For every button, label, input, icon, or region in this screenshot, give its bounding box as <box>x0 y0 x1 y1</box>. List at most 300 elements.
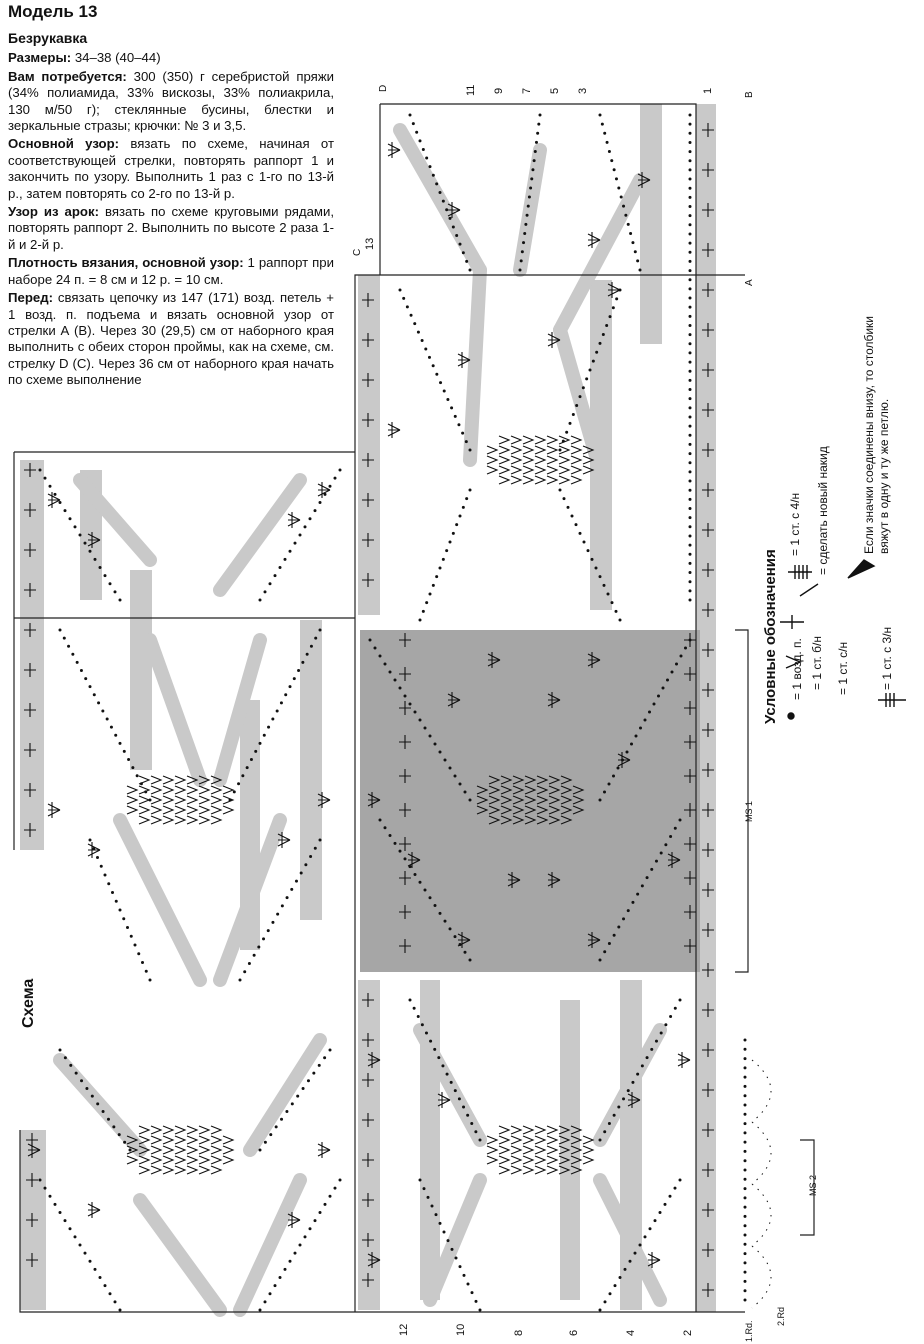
row-number-top-3: 3 <box>577 87 589 94</box>
single-crochet-stitch <box>175 1146 185 1154</box>
single-crochet-stitch <box>151 1146 161 1154</box>
chain-stitch <box>689 342 692 345</box>
single-crochet-stitch <box>547 446 557 454</box>
single-crochet-stitch <box>175 806 185 814</box>
chain-stitch <box>409 114 412 117</box>
chain-stitch <box>84 1252 87 1255</box>
chain-stitch <box>413 322 416 325</box>
chain-stitch <box>97 701 100 704</box>
chain-stitch <box>591 558 594 561</box>
chain-stitch <box>563 497 566 500</box>
single-crochet-stitch <box>535 1136 545 1144</box>
shell-stitch <box>388 142 400 158</box>
single-crochet-stitch <box>151 816 161 824</box>
single-crochet-stitch <box>499 1166 509 1174</box>
chain-stitch <box>613 934 616 937</box>
chain-stitch <box>75 1072 78 1075</box>
chain-stitch <box>689 498 692 501</box>
chain-stitch <box>579 532 582 535</box>
chain-stitch <box>429 165 432 168</box>
single-crochet-stitch <box>163 776 173 784</box>
chain-stitch <box>419 881 422 884</box>
chain-stitch <box>239 979 242 982</box>
chain-stitch <box>435 1213 438 1216</box>
single-crochet-stitch <box>175 1166 185 1174</box>
chain-stitch <box>603 950 606 953</box>
chain-stitch <box>602 333 605 336</box>
chain-stitch <box>389 671 392 674</box>
chain-stitch <box>310 645 313 648</box>
single-crochet-stitch <box>151 786 161 794</box>
description-paragraph: Основной узор: вязать по схеме, начиная от соответствующей стрелки, повторять раппорт 1 и закончить по узору. Выполнить 1 раз с 1-го по 13-й р., затем повторять со 2-го по 13-й р. <box>8 136 334 201</box>
single-crochet-stitch <box>487 446 497 454</box>
chain-stitch <box>449 767 452 770</box>
chain-stitch <box>650 1048 653 1051</box>
chain-stitch <box>323 1056 326 1059</box>
chain-stitch <box>59 1049 62 1052</box>
single-crochet-stitch <box>139 1126 149 1134</box>
single-crochet-stitch <box>175 816 185 824</box>
chain-stitch <box>689 507 692 510</box>
shell-stitch <box>48 802 60 818</box>
rapport-label-ms2: MS 2 <box>808 1174 818 1196</box>
single-crochet-stitch <box>571 466 581 474</box>
single-crochet-stitch <box>499 1136 509 1144</box>
chain-stitch <box>603 1130 606 1133</box>
chain-stitch <box>289 550 292 553</box>
chain-stitch <box>631 1081 634 1084</box>
single-crochet-stitch <box>487 466 497 474</box>
single-crochet-stitch <box>187 1156 197 1164</box>
chain-stitch <box>384 826 387 829</box>
single-crochet-stitch <box>187 806 197 814</box>
single-crochet-stitch <box>523 1166 533 1174</box>
chain-stitch <box>585 377 588 380</box>
chain-stitch <box>285 1110 288 1113</box>
chain-stitch <box>271 921 274 924</box>
single-crochet-stitch <box>163 1146 173 1154</box>
single-crochet-stitch <box>547 1126 557 1134</box>
single-crochet-stitch <box>547 456 557 464</box>
single-crochet-stitch <box>187 1126 197 1134</box>
single-crochet-stitch <box>163 796 173 804</box>
single-crochet-stitch <box>139 796 149 804</box>
chain-stitch <box>264 1141 267 1144</box>
chain-stitch <box>64 509 67 512</box>
chain-stitch <box>533 159 536 162</box>
chain-stitch <box>428 356 431 359</box>
chain-stitch <box>579 395 582 398</box>
single-crochet-stitch <box>499 1146 509 1154</box>
chain-stitch <box>635 735 638 738</box>
chain-stitch <box>291 1102 294 1105</box>
single-crochet-stitch <box>151 1156 161 1164</box>
model-title: Модель 13 <box>8 2 98 21</box>
single-crochet-stitch <box>199 1146 209 1154</box>
single-crochet-stitch <box>559 456 569 464</box>
chain-stitch <box>744 1048 747 1051</box>
chain-stitch <box>93 693 96 696</box>
chain-stitch <box>689 159 692 162</box>
single-crochet-stitch <box>511 1156 521 1164</box>
chain-stitch <box>644 719 647 722</box>
chain-stitch <box>655 860 658 863</box>
chain-stitch <box>271 718 274 721</box>
chain-stitch <box>646 876 649 879</box>
chain-stitch <box>608 150 611 153</box>
chain-stitch <box>664 843 667 846</box>
chain-stitch <box>241 774 244 777</box>
single-crochet-stitch <box>127 806 137 814</box>
chain-stitch <box>419 619 422 622</box>
chain-stitch <box>689 214 692 217</box>
chain-stitch <box>424 727 427 730</box>
chain-stitch <box>309 1227 312 1230</box>
chain-stitch <box>744 1178 747 1181</box>
chain-stitch <box>104 1284 107 1287</box>
chain-stitch <box>450 406 453 409</box>
single-crochet-stitch <box>175 796 185 804</box>
shell-stitch <box>678 1052 690 1068</box>
single-crochet-stitch <box>223 786 233 794</box>
chain-stitch <box>301 661 304 664</box>
arrow-label-b: B <box>744 91 755 98</box>
chain-stitch <box>615 297 618 300</box>
chain-stitch <box>284 1268 287 1271</box>
chain-stitch <box>603 791 606 794</box>
single-crochet-stitch <box>187 1166 197 1174</box>
row-number-top-1: 1 <box>702 87 714 94</box>
chain-stitch <box>329 485 332 488</box>
chain-stitch <box>435 182 438 185</box>
chain-stitch <box>91 1095 94 1098</box>
single-crochet-stitch <box>547 436 557 444</box>
chain-stitch <box>461 432 464 435</box>
chain-stitch <box>528 196 531 199</box>
chain-stitch <box>442 558 445 561</box>
shell-stitch <box>608 282 620 298</box>
chain-stitch <box>653 703 656 706</box>
chain-stitch <box>319 629 322 632</box>
chain-stitch <box>610 159 613 162</box>
row-number-bottom-10: 10 <box>455 1323 467 1336</box>
single-crochet-stitch <box>139 806 149 814</box>
chain-stitch <box>452 532 455 535</box>
shell-stitch <box>318 792 330 808</box>
chain-stitch <box>659 1211 662 1214</box>
chain-stitch <box>274 1284 277 1287</box>
chain-stitch <box>535 141 538 144</box>
chain-stitch <box>444 759 447 762</box>
chain-stitch <box>458 1097 461 1100</box>
chain-stitch <box>744 1076 747 1079</box>
chain-stitch <box>96 1102 99 1105</box>
chain-stitch <box>639 1244 642 1247</box>
note-arrow-icon <box>848 560 874 578</box>
chain-stitch <box>470 1122 473 1125</box>
chain-stitch <box>302 1087 305 1090</box>
chain-stitch <box>744 1122 747 1125</box>
chain-stitch <box>141 961 144 964</box>
chain-stitch <box>537 123 540 126</box>
chain-stitch <box>259 742 262 745</box>
chain-stitch <box>466 1114 469 1117</box>
chain-stitch <box>126 926 129 929</box>
chain-stitch <box>689 324 692 327</box>
chain-stitch <box>744 1057 747 1060</box>
chain-stitch <box>442 200 445 203</box>
chain-stitch <box>611 601 614 604</box>
row-number-bottom-4: 4 <box>625 1329 637 1336</box>
chain-stitch <box>439 381 442 384</box>
chain-stitch <box>309 855 312 858</box>
chain-stitch <box>622 917 625 920</box>
chain-stitch <box>269 582 272 585</box>
shaded-band <box>120 820 200 980</box>
chain-stitch <box>689 425 692 428</box>
chain-stitch <box>131 766 134 769</box>
chain-stitch <box>689 415 692 418</box>
chain-stitch <box>744 1252 747 1255</box>
single-crochet-stitch <box>223 1146 233 1154</box>
single-crochet-stitch <box>511 456 521 464</box>
chain-stitch <box>559 449 562 452</box>
chain-stitch <box>289 685 292 688</box>
chain-stitch <box>394 679 397 682</box>
chain-stitch <box>114 734 117 737</box>
chain-stitch <box>267 726 270 729</box>
chain-stitch <box>744 1039 747 1042</box>
chain-stitch <box>744 1169 747 1172</box>
chain-stitch <box>674 827 677 830</box>
chain-stitch <box>457 423 460 426</box>
single-crochet-stitch <box>211 806 221 814</box>
chain-stitch <box>243 970 246 973</box>
chain-stitch <box>744 1131 747 1134</box>
chain-stitch <box>680 655 683 658</box>
single-crochet-stitch <box>535 446 545 454</box>
chain-stitch <box>615 177 618 180</box>
chain-stitch <box>421 1023 424 1026</box>
chain-stitch <box>454 415 457 418</box>
single-crochet-stitch <box>163 1156 173 1164</box>
chain-stitch <box>101 709 104 712</box>
chain-stitch <box>603 132 606 135</box>
chain-stitch <box>107 1118 110 1121</box>
chain-stitch <box>599 342 602 345</box>
chain-stitch <box>655 1040 658 1043</box>
chain-stitch <box>689 525 692 528</box>
chain-stitch <box>44 1187 47 1190</box>
chain-stitch <box>744 1280 747 1283</box>
single-crochet-stitch <box>163 786 173 794</box>
chain-stitch <box>410 314 413 317</box>
chain-stitch <box>671 671 674 674</box>
chain-stitch <box>319 1211 322 1214</box>
chain-stitch <box>443 1231 446 1234</box>
chain-stitch <box>657 695 660 698</box>
chain-stitch <box>684 647 687 650</box>
single-crochet-stitch <box>487 1136 497 1144</box>
chain-stitch <box>250 758 253 761</box>
chain-stitch <box>689 132 692 135</box>
chain-stitch <box>279 1276 282 1279</box>
single-crochet-stitch <box>223 806 233 814</box>
chain-stitch <box>455 234 458 237</box>
chain-stitch <box>636 259 639 262</box>
chain-stitch <box>439 1222 442 1225</box>
chain-stitch <box>689 315 692 318</box>
chain-stitch <box>475 1300 478 1303</box>
chain-stitch <box>432 584 435 587</box>
chain-stitch <box>76 661 79 664</box>
chain-stitch <box>413 1007 416 1010</box>
single-crochet-stitch <box>175 1136 185 1144</box>
chain-stitch <box>689 397 692 400</box>
chain-stitch <box>629 1260 632 1263</box>
chain-stitch <box>122 917 125 920</box>
chain-stitch <box>369 639 372 642</box>
single-crochet-stitch <box>199 1166 209 1174</box>
single-crochet-stitch <box>523 1146 533 1154</box>
chain-stitch <box>447 1239 450 1242</box>
single-crochet-stitch <box>151 1136 161 1144</box>
chain-stitch <box>689 443 692 446</box>
chain-stitch <box>595 567 598 570</box>
chain-stitch <box>394 842 397 845</box>
chain-stitch <box>612 775 615 778</box>
single-crochet-stitch <box>511 1166 521 1174</box>
chain-stitch <box>233 790 236 793</box>
single-crochet-stitch <box>151 1166 161 1174</box>
chain-stitch <box>689 187 692 190</box>
chain-stitch <box>469 799 472 802</box>
chain-stitch <box>689 351 692 354</box>
chain-stitch <box>64 1056 67 1059</box>
chain-stitch <box>744 1299 747 1302</box>
chain-stitch <box>744 1187 747 1190</box>
single-crochet-stitch <box>223 1136 233 1144</box>
chain-stitch <box>445 208 448 211</box>
shaded-band <box>240 1180 300 1310</box>
chain-stitch <box>572 413 575 416</box>
chain-stitch <box>519 269 522 272</box>
chain-stitch <box>617 926 620 929</box>
chain-stitch <box>522 241 525 244</box>
chain-stitch <box>444 920 447 923</box>
single-crochet-stitch <box>199 816 209 824</box>
chain-stitch <box>689 333 692 336</box>
chain-stitch <box>379 819 382 822</box>
row-number-13: 13 <box>364 237 376 250</box>
chain-stitch <box>374 647 377 650</box>
chain-stitch <box>469 449 472 452</box>
chain-stitch <box>115 900 118 903</box>
single-crochet-stitch <box>211 1156 221 1164</box>
chain-stitch <box>39 1179 42 1182</box>
chain-stitch <box>257 946 260 949</box>
chain-stitch <box>422 148 425 151</box>
chain-stitch <box>599 114 602 117</box>
shell-stitch <box>88 1202 100 1218</box>
chain-stitch <box>567 506 570 509</box>
chain-stitch <box>119 1309 122 1312</box>
chain-stitch <box>626 751 629 754</box>
single-crochet-stitch <box>511 1126 521 1134</box>
chain-stitch <box>89 839 92 842</box>
single-crochet-stitch <box>211 1146 221 1154</box>
single-crochet-stitch <box>583 1136 593 1144</box>
shell-stitch <box>388 422 400 438</box>
legend-sc-text: = 1 ст. б/н <box>810 635 824 690</box>
description-paragraph: Вам потребуется: 300 (350) г серебристой пряжи (34% полиамида, 33% вискозы, 33% полиакрила, 130 м/50 г); стеклянные бусины, блестки и зеркальные стразы; крючки: № 3 и 3,5. <box>8 68 335 134</box>
chain-stitch <box>89 1260 92 1263</box>
chain-stitch <box>114 1300 117 1303</box>
legend-dc-text: = 1 ст. с/н <box>836 641 850 695</box>
chain-stitch <box>399 850 402 853</box>
single-crochet-stitch <box>199 1126 209 1134</box>
chain-stitch <box>641 1064 644 1067</box>
chain-stitch <box>744 1159 747 1162</box>
chain-stitch <box>80 1079 83 1082</box>
chain-stitch <box>69 1064 72 1067</box>
single-crochet-stitch <box>151 806 161 814</box>
chain-stitch <box>49 1195 52 1198</box>
chain-stitch <box>627 909 630 912</box>
chain-stitch <box>689 123 692 126</box>
chain-stitch <box>575 523 578 526</box>
single-crochet-stitch <box>199 796 209 804</box>
chain-stitch <box>520 259 523 262</box>
chain-stitch <box>744 1066 747 1069</box>
shell-stitch <box>288 512 300 528</box>
chain-stitch <box>431 1205 434 1208</box>
chain-stitch <box>689 114 692 117</box>
shell-stitch <box>88 842 100 858</box>
chain-stitch <box>599 1139 602 1142</box>
chain-stitch <box>269 1133 272 1136</box>
chain-stitch <box>627 223 630 226</box>
chain-stitch <box>246 766 249 769</box>
chain-stitch <box>603 584 606 587</box>
chain-stitch <box>104 874 107 877</box>
chain-stitch <box>650 868 653 871</box>
chain-stitch <box>744 1271 747 1274</box>
chain-stitch <box>689 470 692 473</box>
single-crochet-stitch <box>199 806 209 814</box>
chain-stitch <box>259 1309 262 1312</box>
chain-stitch <box>399 687 402 690</box>
chain-stitch <box>583 541 586 544</box>
new-yarn-over-icon <box>800 584 818 596</box>
chain-stitch <box>429 735 432 738</box>
chain-stitch <box>71 653 74 656</box>
chain-stitch <box>314 1219 317 1222</box>
chain-stitch <box>419 1179 422 1182</box>
single-crochet-stitch <box>127 796 137 804</box>
chain-stitch <box>449 217 452 220</box>
chain-stitch <box>660 851 663 854</box>
single-crochet-stitch <box>547 1146 557 1154</box>
single-crochet-stitch <box>175 786 185 794</box>
chain-stitch <box>679 999 682 1002</box>
chain-stitch <box>415 131 418 134</box>
chain-stitch <box>689 534 692 537</box>
chain-stitch <box>304 1235 307 1238</box>
chain-stitch <box>689 434 692 437</box>
single-crochet-stitch <box>523 466 533 474</box>
chain-stitch <box>459 783 462 786</box>
